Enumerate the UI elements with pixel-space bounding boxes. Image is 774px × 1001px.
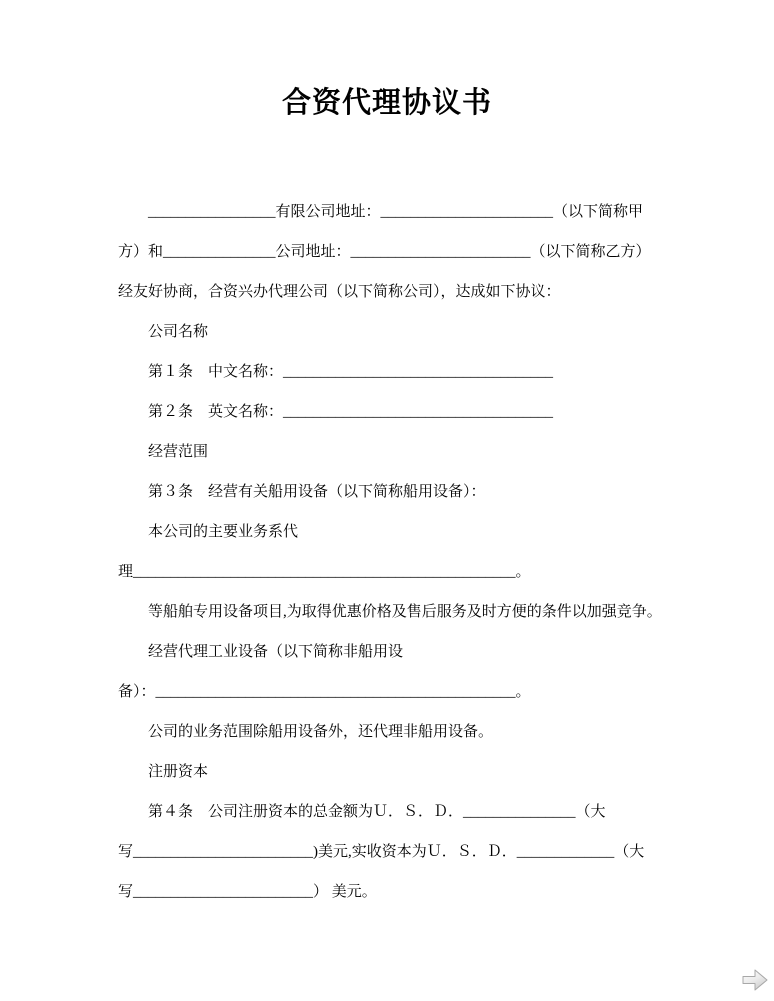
next-page-arrow-icon[interactable] [740, 964, 770, 996]
document-line: 经营范围 [148, 444, 209, 460]
document-line: 本公司的主要业务系代 [148, 524, 299, 540]
document-line: 经营代理工业设备（以下简称非船用设 [148, 644, 404, 660]
document-line: 等船舶专用设备项目,为取得优惠价格及售后服务及时方便的条件以加强竞争。 [148, 604, 662, 620]
document-title: 合资代理协议书 [281, 87, 492, 119]
document-line: 写________________________） 美元。 [118, 884, 377, 900]
document-line: 注册资本 [148, 764, 209, 780]
document-line: 理___________________________________________________。 [118, 564, 531, 580]
document-line: 备）：________________________________________________。 [118, 684, 531, 700]
document-line: 公司的业务范围除船用设备外，还代理非船用设备。 [148, 724, 494, 740]
document-line: 第３条 经营有关船用设备（以下简称船用设备）： [148, 484, 486, 500]
document-line: 经友好协商，合资兴办代理公司（以下简称公司），达成如下协议： [118, 284, 561, 300]
document-line: 第１条 中文名称：____________________________________ [148, 364, 554, 380]
document-line: 方）和_______________公司地址：________________________（以下简称乙方） [118, 244, 651, 260]
document-line: 第２条 英文名称：____________________________________ [148, 404, 554, 420]
document-body [0, 192, 774, 912]
document-line: 写________________________)美元,实收资本为Ｕ．Ｓ．Ｄ．_____________（大 [118, 844, 645, 860]
document-line: _________________有限公司地址：_______________________（以下简称甲 [148, 204, 644, 220]
document-line: 公司名称 [148, 324, 209, 340]
document-line: 第４条 公司注册资本的总金额为Ｕ．Ｓ．Ｄ．_______________（大 [148, 804, 606, 820]
